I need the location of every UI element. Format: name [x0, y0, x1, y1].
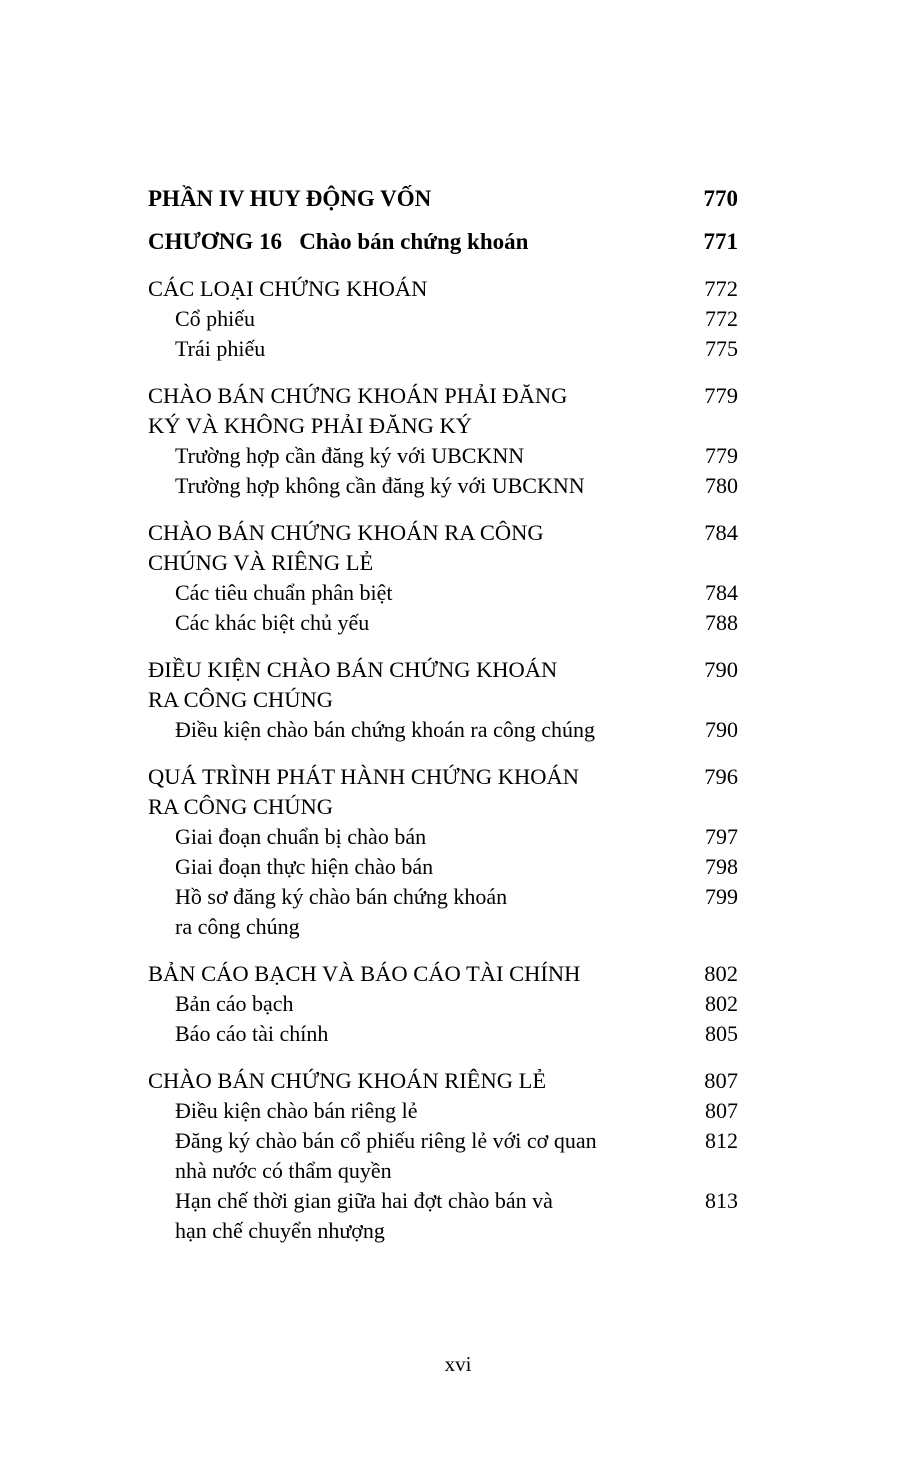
toc-entry	[148, 1066, 738, 1096]
toc-entry-page: 807	[705, 1098, 738, 1123]
toc-entry	[148, 471, 738, 501]
toc-entry-title	[148, 334, 682, 364]
toc-entry-line: RA CÔNG CHÚNG	[148, 794, 334, 819]
toc-entry	[148, 959, 738, 989]
toc-entry-title	[148, 471, 682, 501]
toc-entry-title	[148, 274, 682, 304]
toc-entry-title	[148, 959, 682, 989]
toc-entry-line: KÝ VÀ KHÔNG PHẢI ĐĂNG KÝ	[148, 413, 472, 438]
toc-entry-page: 772	[705, 306, 738, 331]
toc-entry-title	[148, 715, 682, 745]
toc-entry-page: 802	[704, 961, 738, 986]
toc-entry-line: ĐIỀU KIỆN CHÀO BÁN CHỨNG KHOÁN	[148, 657, 558, 682]
toc-entry-title	[148, 1186, 682, 1246]
toc-entry-title	[148, 852, 682, 882]
toc-entry-title	[148, 184, 682, 214]
toc-entry-title	[148, 655, 682, 715]
toc-entry-page: 812	[705, 1128, 738, 1153]
toc-entry-page: 802	[705, 991, 738, 1016]
toc-entry-page: 790	[705, 717, 738, 742]
toc-entry-title	[148, 762, 682, 822]
page-footer: xvi	[444, 1352, 472, 1376]
toc-entry-line: Trái phiếu	[175, 336, 266, 361]
toc-entry-title	[148, 441, 682, 471]
toc-entry-page: 807	[704, 1068, 738, 1093]
toc-entry-line: Các khác biệt chủ yếu	[175, 610, 370, 635]
toc-entry-page: 798	[705, 854, 738, 879]
toc-entry	[148, 715, 738, 745]
toc-entry-line: Hạn chế thời gian giữa hai đợt chào bán và	[175, 1188, 553, 1213]
toc-entry-line: Trường hợp không cần đăng ký với UBCKNN	[175, 473, 585, 498]
toc-entry-title	[148, 1126, 682, 1186]
toc-entry-line: Báo cáo tài chính	[175, 1021, 329, 1046]
toc-entry	[148, 1096, 738, 1126]
toc-entry-line: BẢN CÁO BẠCH VÀ BÁO CÁO TÀI CHÍNH	[148, 961, 581, 986]
toc-entry-page: 784	[705, 580, 738, 605]
toc-entry-line: nhà nước có thẩm quyền	[175, 1158, 392, 1183]
toc-entry-line: CÁC LOẠI CHỨNG KHOÁN	[148, 276, 428, 301]
toc-entry-line: CHÀO BÁN CHỨNG KHOÁN RA CÔNG	[148, 520, 544, 545]
toc-entry-page: 779	[705, 443, 738, 468]
toc-entry-page: 797	[705, 824, 738, 849]
toc-entry-line: QUÁ TRÌNH PHÁT HÀNH CHỨNG KHOÁN	[148, 764, 580, 789]
toc-entry	[148, 304, 738, 334]
toc-entry	[148, 381, 738, 441]
toc-entry-title	[148, 518, 682, 578]
toc-entry-page: 770	[703, 186, 738, 211]
toc-entry	[148, 655, 738, 715]
toc-entry	[148, 1186, 738, 1246]
toc-entry	[148, 852, 738, 882]
toc-entry	[148, 578, 738, 608]
toc-entry-line: Điều kiện chào bán riêng lẻ	[175, 1098, 418, 1123]
toc-entry-title	[148, 381, 682, 441]
toc-entry-page: 772	[704, 276, 738, 301]
toc-entry-title	[148, 1019, 682, 1049]
toc-entry-line: CHÀO BÁN CHỨNG KHOÁN RIÊNG LẺ	[148, 1068, 547, 1093]
toc-entry-page: 788	[705, 610, 738, 635]
toc-entry-page: 775	[705, 336, 738, 361]
toc-entry-page: 771	[703, 229, 738, 254]
toc-entry	[148, 227, 738, 257]
toc-entry	[148, 518, 738, 578]
toc-entry-title	[148, 989, 682, 1019]
toc-entry-page: 796	[704, 764, 738, 789]
toc-entry-line: Hồ sơ đăng ký chào bán chứng khoán	[175, 884, 508, 909]
toc-entry-page: 790	[704, 657, 738, 682]
toc-entry	[148, 334, 738, 364]
toc-entry-title	[148, 227, 682, 257]
toc-entry-line: Trường hợp cần đăng ký với UBCKNN	[175, 443, 525, 468]
toc-entry-line: CHƯƠNG 16 Chào bán chứng khoán	[148, 229, 529, 254]
toc-entry-page: 779	[704, 383, 738, 408]
toc-entry-line: Giai đoạn thực hiện chào bán	[175, 854, 434, 879]
toc-entry-line: Cổ phiếu	[175, 306, 256, 331]
toc-entry	[148, 1126, 738, 1186]
toc-entry	[148, 441, 738, 471]
toc-entry-title	[148, 304, 682, 334]
toc-entry-page: 780	[705, 473, 738, 498]
toc-entry-line: RA CÔNG CHÚNG	[148, 687, 334, 712]
toc-entry	[148, 822, 738, 852]
toc-entry-line: Điều kiện chào bán chứng khoán ra công chúng	[175, 717, 596, 742]
toc-entry-line: Giai đoạn chuẩn bị chào bán	[175, 824, 427, 849]
toc-entry-page: 799	[705, 884, 738, 909]
toc-entry-title	[148, 1066, 682, 1096]
toc-entry-title	[148, 608, 682, 638]
toc-entry-line: CHÀO BÁN CHỨNG KHOÁN PHẢI ĐĂNG	[148, 383, 568, 408]
toc-entry	[148, 274, 738, 304]
toc-entry-line: Các tiêu chuẩn phân biệt	[175, 580, 393, 605]
toc-entry-page: 813	[705, 1188, 738, 1213]
toc-entry-line: hạn chế chuyển nhượng	[175, 1218, 385, 1243]
toc-entry-line: PHẦN IV HUY ĐỘNG VỐN	[148, 186, 432, 211]
toc-entry	[148, 184, 738, 214]
toc-entry-line: Bản cáo bạch	[175, 991, 294, 1016]
toc-entry-page: 805	[705, 1021, 738, 1046]
toc-entry-line: Đăng ký chào bán cổ phiếu riêng lẻ với cơ quan	[175, 1128, 597, 1153]
toc-entry-page: 784	[704, 520, 738, 545]
toc-list	[148, 184, 738, 1246]
toc-entry	[148, 1019, 738, 1049]
toc-entry-title	[148, 882, 682, 942]
toc-entry	[148, 608, 738, 638]
toc-entry-line: ra công chúng	[175, 914, 300, 939]
toc-entry	[148, 882, 738, 942]
toc-entry	[148, 762, 738, 822]
toc-entry-title	[148, 1096, 682, 1126]
toc-entry-line: CHÚNG VÀ RIÊNG LẺ	[148, 550, 374, 575]
toc-entry-title	[148, 822, 682, 852]
toc-entry-title	[148, 578, 682, 608]
toc-entry	[148, 989, 738, 1019]
